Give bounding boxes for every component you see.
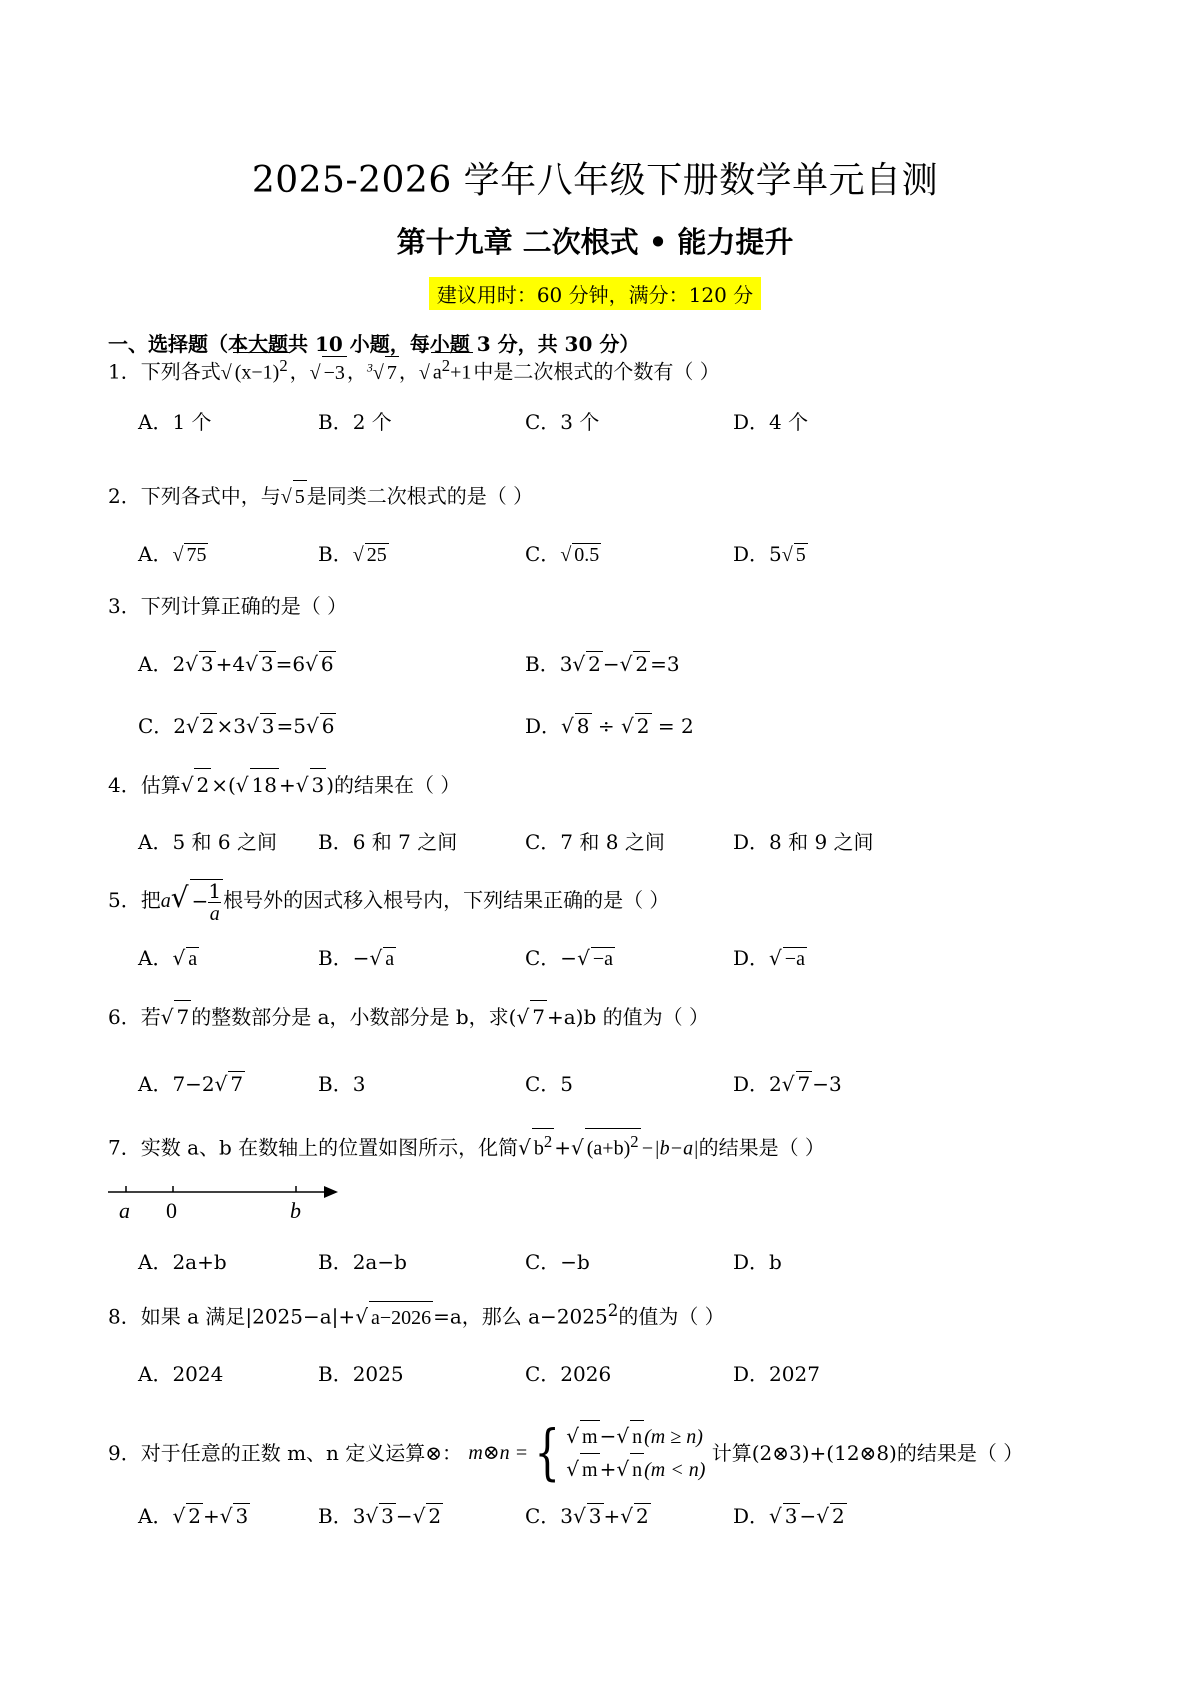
q6-option-b: B．3: [318, 1072, 366, 1096]
q5-option-a: A．√ a: [138, 946, 198, 970]
q2-option-b: B．√ 25: [318, 542, 387, 566]
q1-option-a: A．1 个: [138, 410, 212, 434]
q9-option-b: B．3√ 3 −√ 2: [318, 1504, 442, 1528]
q4-option-d: D．8 和 9 之间: [733, 830, 874, 854]
q9-option-a: A．√ 2 +√ 3: [138, 1504, 249, 1528]
number-line-arrow-icon: [324, 1186, 338, 1198]
q1-math4: √ $a^2+1$: [419, 362, 473, 384]
question-7: 7．实数 a、b 在数轴上的位置如图所示，化简√ $b^2$ +√ $(a+b)^2 -|b-a|$的结果是（ ）: [108, 1128, 825, 1165]
q9-option-d: D．√ 3 −√ 2: [733, 1504, 845, 1528]
time-note: 建议用时：60 分钟，满分：120 分: [429, 277, 761, 310]
label-a: a: [119, 1198, 130, 1223]
q3-option-d: D．√ 8 ÷ √ 2 = 2: [525, 714, 694, 738]
question-2: 2．下列各式中，与√ 5 是同类二次根式的是（ ）: [108, 480, 533, 513]
q5-option-b: B．−√ a: [318, 946, 395, 970]
q7-option-d: D．b: [733, 1250, 782, 1274]
q4-option-b: B．6 和 7 之间: [318, 830, 458, 854]
q1-math3: $^3$√ 7: [367, 362, 399, 384]
q6-option-c: C．5: [525, 1072, 574, 1096]
q9-option-c: C．3√ 3 +√ 2: [525, 1504, 649, 1528]
time-note-wrap: [0, 277, 1190, 310]
q3-option-c: C．2√ 2 ×3√ 3 =5√ 6: [138, 714, 335, 738]
question-6: 6．若√ 7 的整数部分是 a，小数部分是 b，求(√ 7 +a)b 的值为（ ）: [108, 1000, 709, 1033]
question-5: 5．把a√ − $\frac{1}{a}$ 根号外的因式移入根号内，下列结果正确的是（ ）: [108, 878, 670, 925]
question-9: 9．对于任意的正数 m、n 定义运算⊗： m⊗n = { √ m −√ n (m ≥ n) √ m +√ n (m < n) 计算(2⊗3)+(12⊗8)的结果是（ ）: [108, 1418, 1024, 1488]
brace-icon: {: [534, 1418, 560, 1488]
page-title: 2025-2026 学年八年级下册数学单元自测: [251, 160, 939, 201]
label-b: b: [290, 1198, 301, 1223]
q8-option-b: B．2025: [318, 1362, 404, 1386]
question-4: 4．估算√ 2 ×(√ 18 +√ 3 )的结果在（ ）: [108, 768, 460, 801]
q1-math1: √ $(x-1)^2$: [221, 362, 290, 384]
q2-option-d: D．5√ 5: [733, 542, 806, 566]
q3-option-b: B．3√ 2 −√ 2 =3: [525, 652, 680, 676]
q6-option-d: D．2√ 7 −3: [733, 1072, 842, 1096]
q1-option-d: D．4 个: [733, 410, 809, 434]
q9-cases: √ m −√ n (m ≥ n) √ m +√ n (m < n): [566, 1420, 705, 1486]
q1-option-b: B．2 个: [318, 410, 392, 434]
section-heading: 一、选择题（本大题共 10 小题，每小题 3 分，共 30 分）: [108, 332, 640, 356]
q5-option-c: C．−√ −a: [525, 946, 613, 970]
number-line: [106, 1180, 346, 1224]
q8-option-d: D．2027: [733, 1362, 820, 1386]
q7-option-a: A．2a+b: [138, 1250, 227, 1274]
q2-option-c: C．√ 0.5: [525, 542, 600, 566]
q2-option-a: A．√ 75: [138, 542, 207, 566]
q1-math2: √ −3: [310, 362, 347, 384]
q8-option-a: A．2024: [138, 1362, 224, 1386]
q8-option-c: C．2026: [525, 1362, 612, 1386]
q7-option-c: C．−b: [525, 1250, 590, 1274]
q1-stem: 1．下列各式: [108, 359, 221, 384]
q7-option-b: B．2a−b: [318, 1250, 407, 1274]
question-3: 3．下列计算正确的是（ ）: [108, 594, 348, 618]
question-8: 8．如果 a 满足|2025−a|+√ a−2026 =a，那么 $a-2025^2$的值为（ ）: [108, 1298, 725, 1334]
label-zero: 0: [166, 1198, 177, 1223]
q5-option-d: D．√ −a: [733, 946, 805, 970]
q4-option-c: C．7 和 8 之间: [525, 830, 665, 854]
question-1: 1．下列各式√ $(x-1)^2$ ，√ −3 ，$^3$√ 7 ，√ $a^2+1$ 中是二次根式的个数有（ ）: [108, 352, 720, 389]
q4-option-a: A．5 和 6 之间: [138, 830, 277, 854]
q6-option-a: A．7−2√ 7: [138, 1072, 244, 1096]
q3-option-a: A．2√ 3 +4√ 3 =6√ 6: [138, 652, 334, 676]
q1-option-c: C．3 个: [525, 410, 600, 434]
chapter-subtitle: 第十九章 二次根式 • 能力提升: [396, 225, 794, 259]
q1-stem-end: 中是二次根式的个数有（ ）: [473, 359, 720, 384]
